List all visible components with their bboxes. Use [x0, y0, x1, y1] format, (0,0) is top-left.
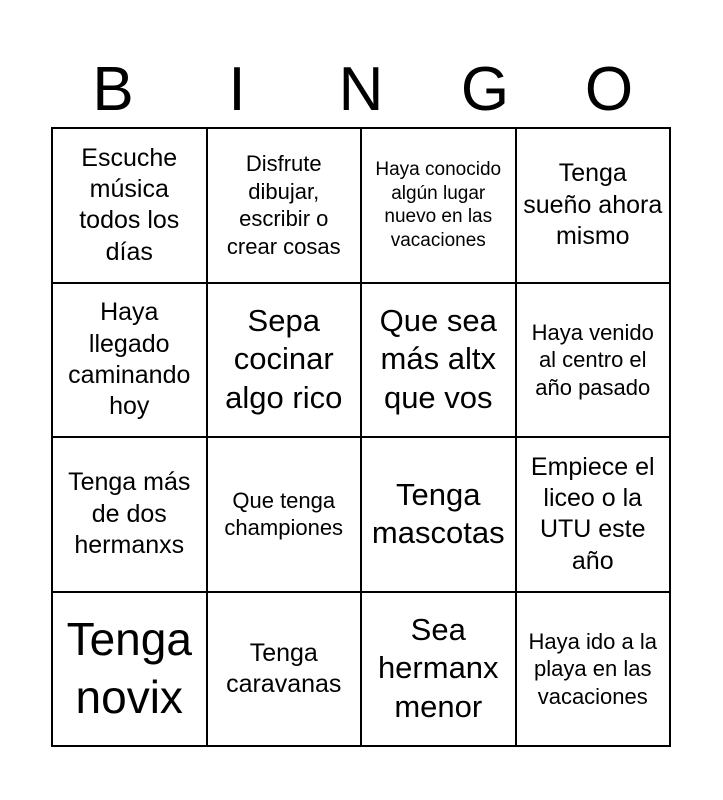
- bingo-cell[interactable]: [208, 593, 363, 748]
- header-letter-b: B: [92, 55, 134, 124]
- cell-text: Haya ido a la playa en las vacaciones: [528, 628, 657, 709]
- cell-text: Sepa cocinar algo rico: [225, 302, 343, 416]
- bingo-cell[interactable]: [53, 284, 208, 439]
- bingo-cell[interactable]: [208, 284, 363, 439]
- bingo-cell[interactable]: [362, 438, 517, 593]
- cell-text: Que tenga championes: [224, 487, 344, 541]
- cell-text: Tenga sueño ahora mismo: [523, 159, 663, 250]
- bingo-cell[interactable]: [53, 593, 208, 748]
- header-letter-n: N: [338, 55, 384, 124]
- bingo-cell[interactable]: [517, 284, 672, 439]
- bingo-cell[interactable]: [517, 129, 672, 284]
- cell-text: Haya conocido algún lugar nuevo en las vacaciones: [375, 158, 502, 251]
- bingo-cell[interactable]: [517, 438, 672, 593]
- cell-text: Tenga caravanas: [226, 638, 342, 698]
- cell-text: Tenga novix: [66, 613, 192, 723]
- bingo-cell[interactable]: [53, 438, 208, 593]
- bingo-cell[interactable]: [362, 129, 517, 284]
- bingo-board: [51, 127, 671, 747]
- header-letter-g: G: [460, 55, 510, 124]
- bingo-cell[interactable]: [208, 129, 363, 284]
- bingo-cell[interactable]: [362, 284, 517, 439]
- header-letter-o: O: [584, 55, 634, 124]
- cell-text: Sea hermanx menor: [377, 611, 499, 725]
- bingo-cell[interactable]: [208, 438, 363, 593]
- bingo-cell[interactable]: [362, 593, 517, 748]
- cell-text: Tenga mascotas: [371, 476, 505, 551]
- cell-text: Que sea más altx que vos: [379, 302, 497, 416]
- cell-text: Tenga más de dos hermanxs: [68, 468, 191, 559]
- bingo-cell[interactable]: [53, 129, 208, 284]
- bingo-header: [51, 52, 671, 128]
- header-letter-i: I: [228, 55, 246, 124]
- cell-text: Empiece el liceo o la UTU este año: [530, 452, 655, 575]
- bingo-cell[interactable]: [517, 593, 672, 748]
- cell-text: Haya venido al centro el año pasado: [531, 319, 654, 400]
- cell-text: Haya llegado caminando hoy: [68, 298, 191, 420]
- cell-text: Escuche música todos los días: [79, 143, 180, 266]
- cell-text: Disfrute dibujar, escribir o crear cosas: [226, 151, 341, 259]
